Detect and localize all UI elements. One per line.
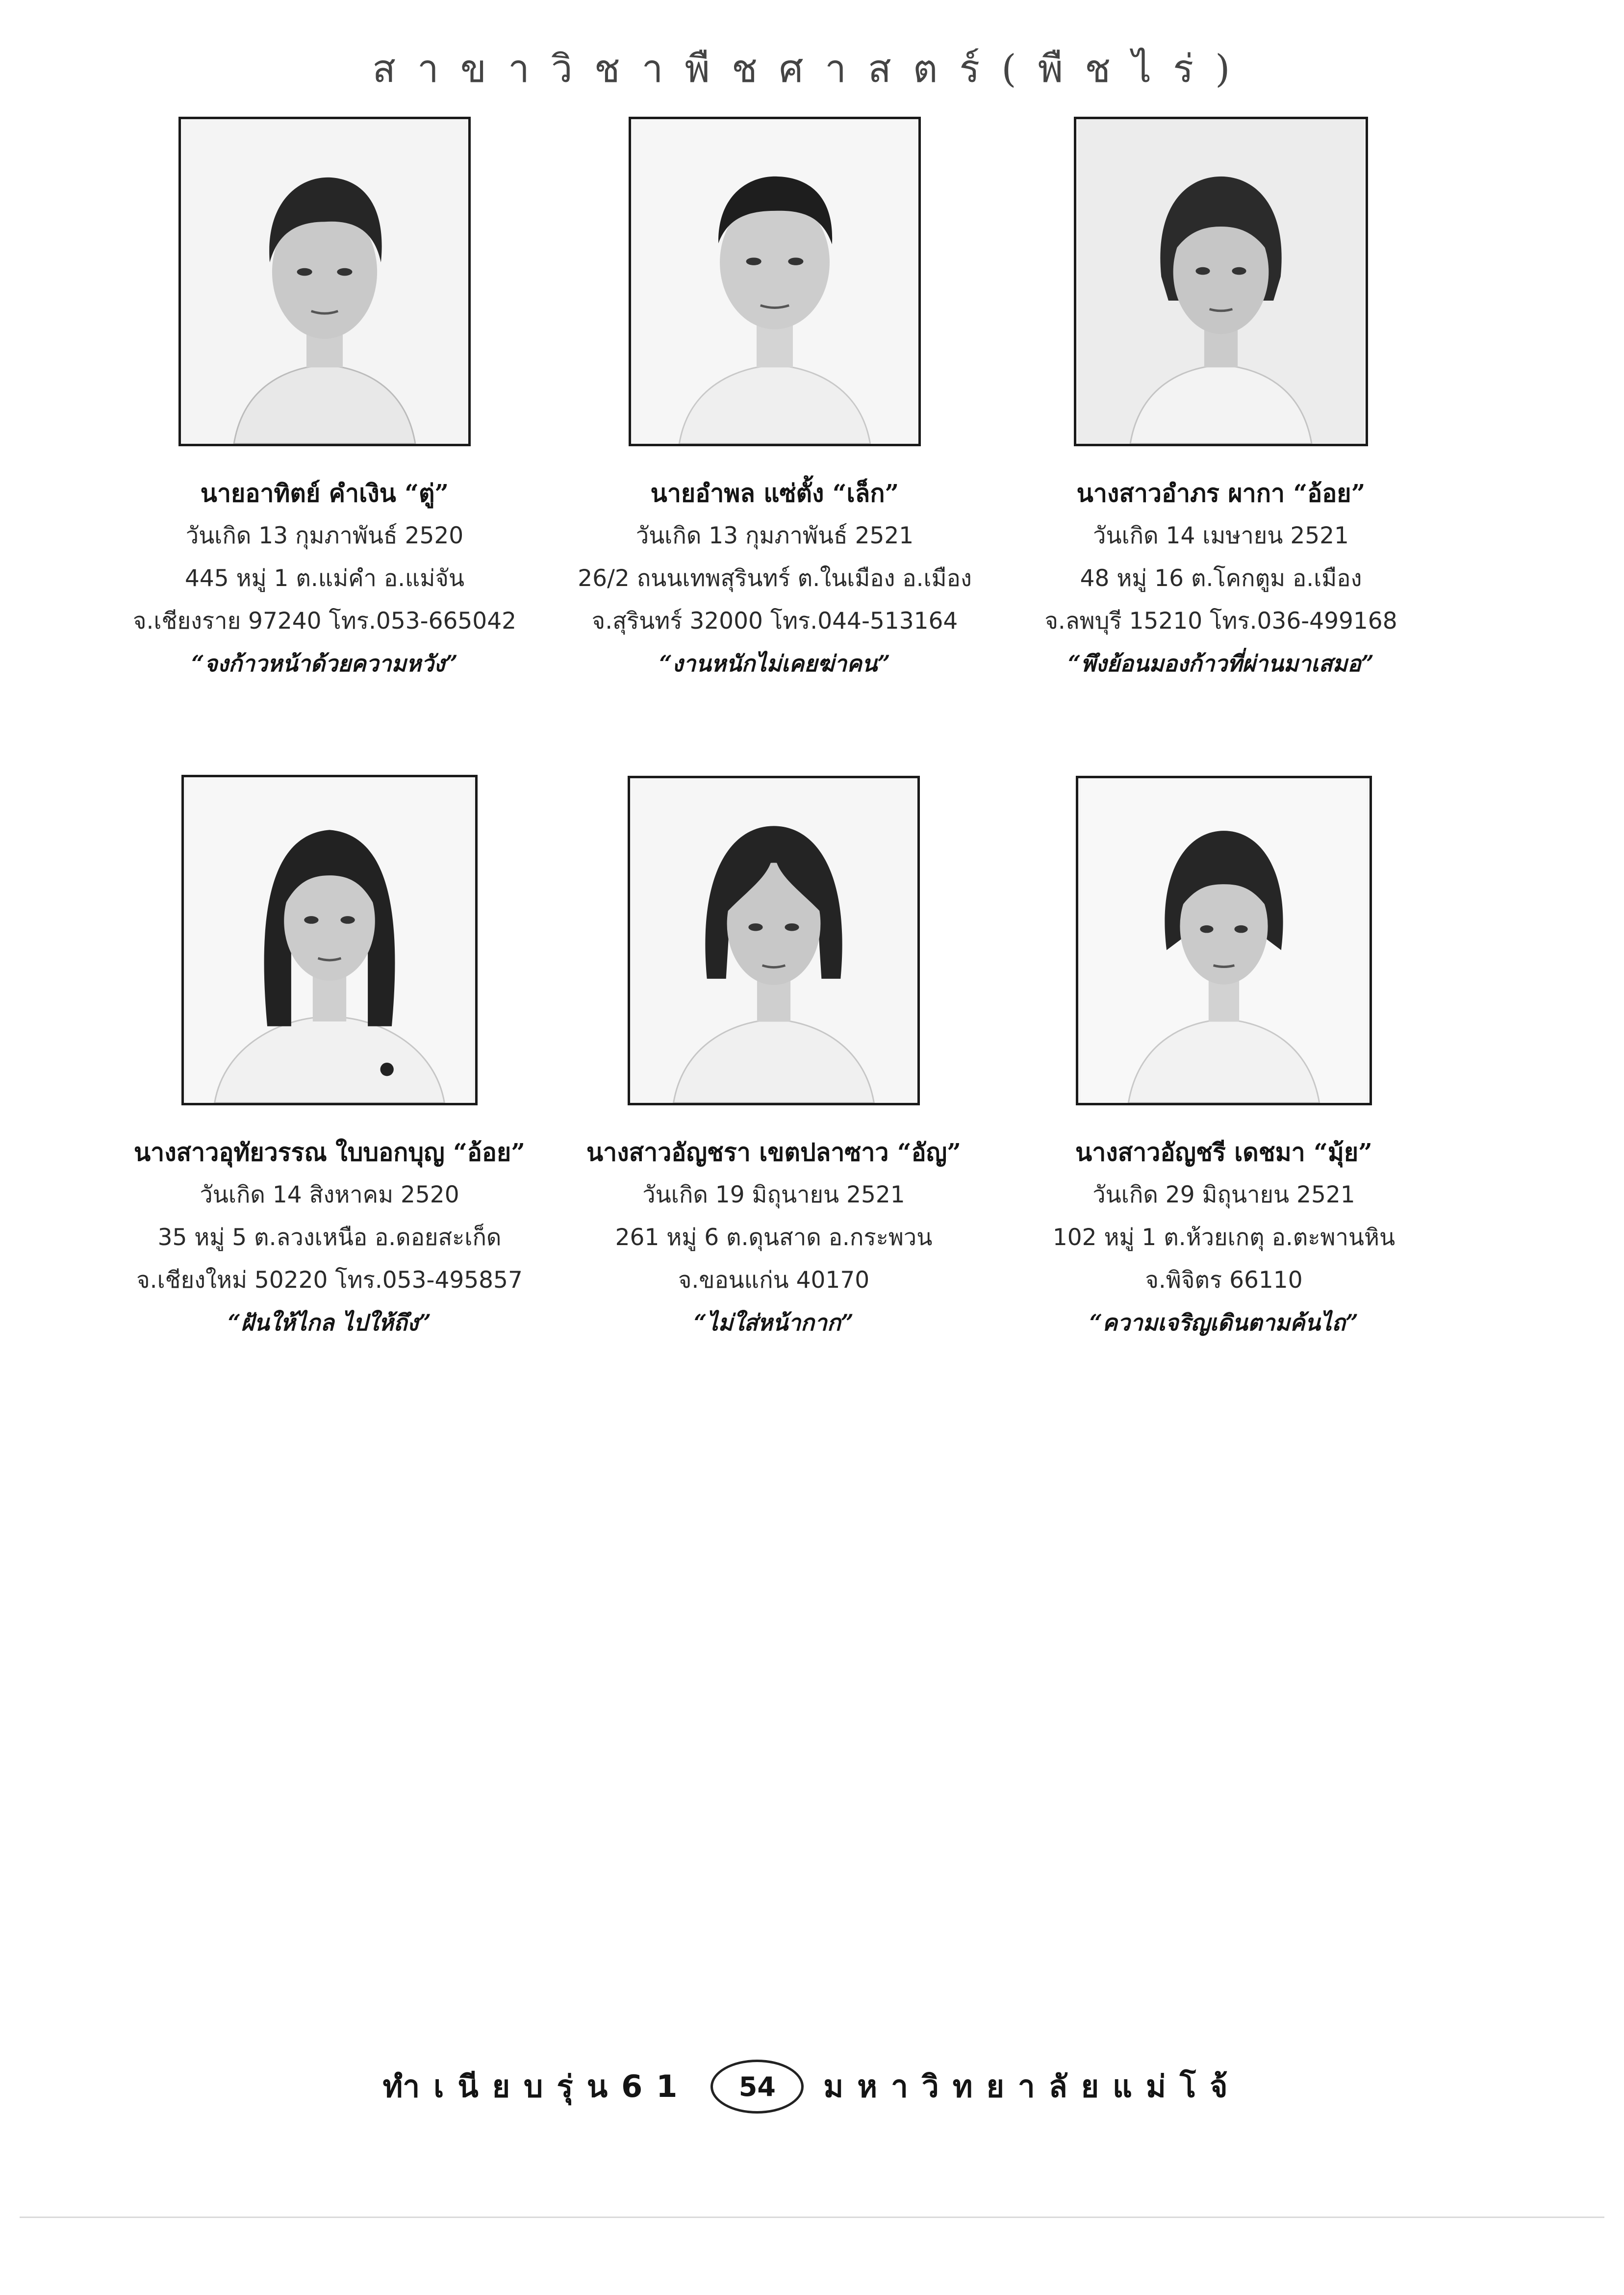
portrait-female-icon <box>1078 778 1370 1103</box>
person-card <box>529 776 1019 1344</box>
person-name: นางสาวอัญชรี เดชมา “มุ้ย” <box>1075 1138 1372 1167</box>
birth-date: วันเกิด 19 มิถุนายน 2521 <box>642 1181 905 1208</box>
address-line-1: 261 หมู่ 6 ต.ดุนสาด อ.กระพวน <box>615 1224 933 1251</box>
portrait-male-icon <box>631 119 918 444</box>
person-name: นายอำพล แซ่ตั้ง “เล็ก” <box>650 479 899 508</box>
page-number: 54 <box>710 2060 804 2114</box>
address-line-2: จ.ขอนแก่น 40170 <box>678 1267 870 1294</box>
motto: “พึงย้อนมองก้าวที่ผ่านมาเสมอ” <box>1067 650 1374 677</box>
person-card <box>530 117 1020 685</box>
birth-date: วันเกิด 13 กุมภาพันธ์ 2520 <box>185 522 464 549</box>
portrait-photo <box>628 776 920 1105</box>
address-line-2: จ.ลพบุรี 15210 โทร.036-499168 <box>1044 608 1397 635</box>
person-card <box>976 117 1466 685</box>
person-card <box>84 775 575 1344</box>
address-line-1: 26/2 ถนนเทพสุรินทร์ ต.ในเมือง อ.เมือง <box>578 565 972 592</box>
birth-date: วันเกิด 13 กุมภาพันธ์ 2521 <box>635 522 914 549</box>
person-name: นายอาทิตย์ คำเงิน “ตู่” <box>200 479 449 508</box>
address-line-1: 102 หมู่ 1 ต.ห้วยเกตุ อ.ตะพานหิน <box>1052 1224 1396 1251</box>
motto: “งานหนักไม่เคยฆ่าคน” <box>659 650 890 677</box>
footer-right-text: มหาวิทยาลัยแม่โจ้ <box>823 2068 1242 2104</box>
portrait-photo <box>178 117 471 446</box>
motto: “ความเจริญเดินตามค้นไถ” <box>1089 1309 1359 1336</box>
portrait-female-icon <box>630 778 917 1103</box>
portrait-female-icon <box>184 777 475 1103</box>
birth-date: วันเกิด 14 เมษายน 2521 <box>1093 522 1349 549</box>
footer-left-text: ทำเนียบรุ่น61 <box>382 2068 691 2104</box>
page-footer <box>0 2060 1624 2114</box>
person-card <box>979 776 1469 1344</box>
portrait-photo <box>629 117 921 446</box>
portrait-photo <box>1074 117 1368 446</box>
address-line-2: จ.เชียงใหม่ 50220 โทร.053-495857 <box>136 1267 523 1294</box>
portrait-female-icon <box>1076 119 1366 444</box>
portrait-photo <box>1076 776 1372 1105</box>
person-card <box>79 117 570 685</box>
motto: “ฝันให้ไกล ไปให้ถึง” <box>228 1309 431 1336</box>
address-line-2: จ.พิจิตร 66110 <box>1145 1267 1303 1294</box>
address-line-1: 445 หมู่ 1 ต.แม่คำ อ.แม่จัน <box>184 565 464 592</box>
address-line-2: จ.เชียงราย 97240 โทร.053-665042 <box>133 608 516 635</box>
portrait-photo <box>181 775 478 1105</box>
person-name: นางสาวอัญชรา เขตปลาซาว “อัญ” <box>586 1138 962 1167</box>
divider <box>20 2217 1604 2218</box>
birth-date: วันเกิด 29 มิถุนายน 2521 <box>1092 1181 1355 1208</box>
person-name: นางสาวอุทัยวรรณ ใบบอกบุญ “อ้อย” <box>133 1138 526 1167</box>
portrait-male-icon <box>181 119 468 444</box>
page-header: สาขาวิชาพืชศาสตร์(พืชไร่) <box>372 47 1252 91</box>
address-line-1: 48 หมู่ 16 ต.โคกตูม อ.เมือง <box>1080 565 1362 592</box>
address-line-2: จ.สุรินทร์ 32000 โทร.044-513164 <box>591 608 958 635</box>
birth-date: วันเกิด 14 สิงหาคม 2520 <box>200 1181 459 1208</box>
motto: “จงก้าวหน้าด้วยความหวัง” <box>191 650 458 677</box>
motto: “ไม่ใส่หน้ากาก” <box>693 1309 854 1336</box>
person-name: นางสาวอำภร ผากา “อ้อย” <box>1076 479 1366 508</box>
address-line-1: 35 หมู่ 5 ต.ลวงเหนือ อ.ดอยสะเก็ด <box>157 1224 502 1251</box>
